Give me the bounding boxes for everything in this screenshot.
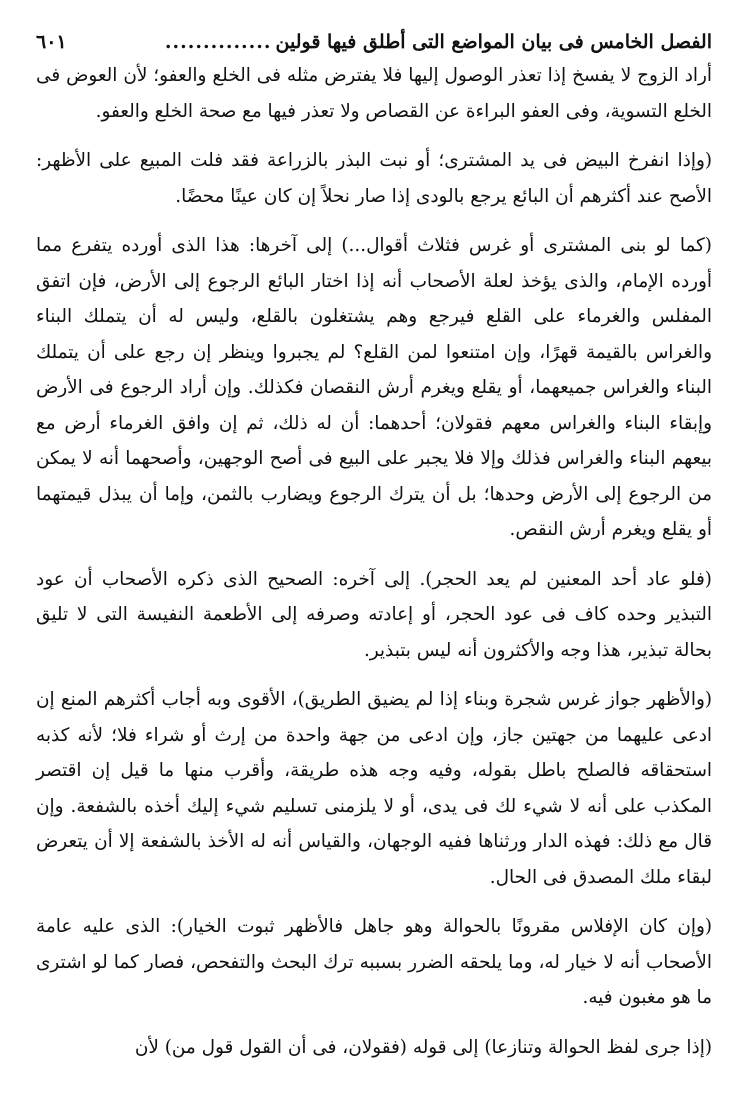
page-number: ٦٠١ [36,31,67,53]
document-page [36,28,712,1088]
paragraph: أراد الزوج لا يفسخ إذا تعذر الوصول إليها فلا يفترض مثله فى الخلع والعفو؛ لأن العوض فى الخلع التسوية، وفى العفو البراءة عن القصاص ولا تعذر فيها مع صحة الخلع والعفو. [36,65,712,122]
paragraph: (إذا جرى لفظ الحوالة وتنازعا) إلى قوله (فقولان، فى أن القول قول من) لأن [134,1036,712,1058]
paragraph: (فلو عاد أحد المعنين لم يعد الحجر). إلى آخره: الصحيح الذى ذكره الأصحاب أن عود التبذير وحده كاف فى عود الحجر، أو إعادته وصرفه إلى الأطعمة النفيسة التى لا تليق بحالة تبذير، هذا وجه والأكثرون أنه ليس بتبذير. [36,568,712,661]
paragraph: (وإن كان الإفلاس مقرونًا بالحوالة وهو جاهل فالأظهر ثبوت الخيار): الذى عليه عامة الأصحاب أنه لا خيار له، وما يلحقه الضرر بسببه ترك البحث والتفحص، فصار كما لو اشترى ما هو مغبون فيه. [36,916,712,1008]
chapter-title: الفصل الخامس فى بيان المواضع التى أطلق فيها قولين [275,31,712,53]
dot-leader: .............. [164,31,272,53]
paragraph: (وإذا انفرخ البيض فى يد المشترى؛ أو نبت البذر بالزراعة فقد فلت المبيع على الأظهر: الأصح عند أكثرهم أن البائع يرجع بالودى إذا صار نحلاً إن كان عينًا محضًا. [36,150,712,207]
paragraph: (والأظهر جواز غرس شجرة وبناء إذا لم يضيق الطريق)، الأقوى وبه أجاب أكثرهم المنع إن ادعى عليهما من جهتين جاز، وإن ادعى من جهة واحدة من إرث أو شراء فلا؛ لأنه كذبه استحقاقه فالصلح باطل بقوله، وفيه وجه هذه طريقة، وأقرب منها ما قيل إن اقتصر المكذب على أنه لا شيء لك فى يدى، أو لا يلزمنى تسليم شيء إليك أخذه بالشفعة. وإن قال مع ذلك: فهذه الدار ورثناها ففيه الوجهان، والقياس أنه له الأخذ بالشفعة إلا أن يتعرض لبقاء ملك المصدق فى الحال. [36,689,712,888]
paragraph: (كما لو بنى المشترى أو غرس فثلاث أقوال...) إلى آخرها: هذا الذى أورده يتفرع مما أورده الإمام، والذى يؤخذ لعلة الأصحاب أنه إذا اختار البائع الرجوع إلى الأرض، فإن اتفق المفلس والغرماء على القلع فيرجع وهم يشتغلون بالقلع، وليس له أن يتملك البناء والغراس بالقيمة قهرًا، وإن امتنعوا لمن القلع؟ لم يجبروا وينظر إن رجع على أن يتملك البناء والغراس جميعهما، أو يقلع ويغرم أرش النقصان فكذلك. وإن أراد الرجوع فى الأرض وإبقاء البناء والغراس معهم فقولان؛ أحدهما: أن له ذلك، ثم إن وافق الغرماء أرض مع بيعهم البناء والغراس فذلك وإلا فلا يجبر على البيع فى أصح الوجهين، وأصحهما أنه لا يمكن من الرجوع إلى الأرض وحدها؛ بل أن يترك الرجوع ويضارب بالثمن، وإما أن يبذل قيمتهما أو يقلع ويغرم أرش النقص. [36,235,712,540]
running-header [36,28,712,56]
